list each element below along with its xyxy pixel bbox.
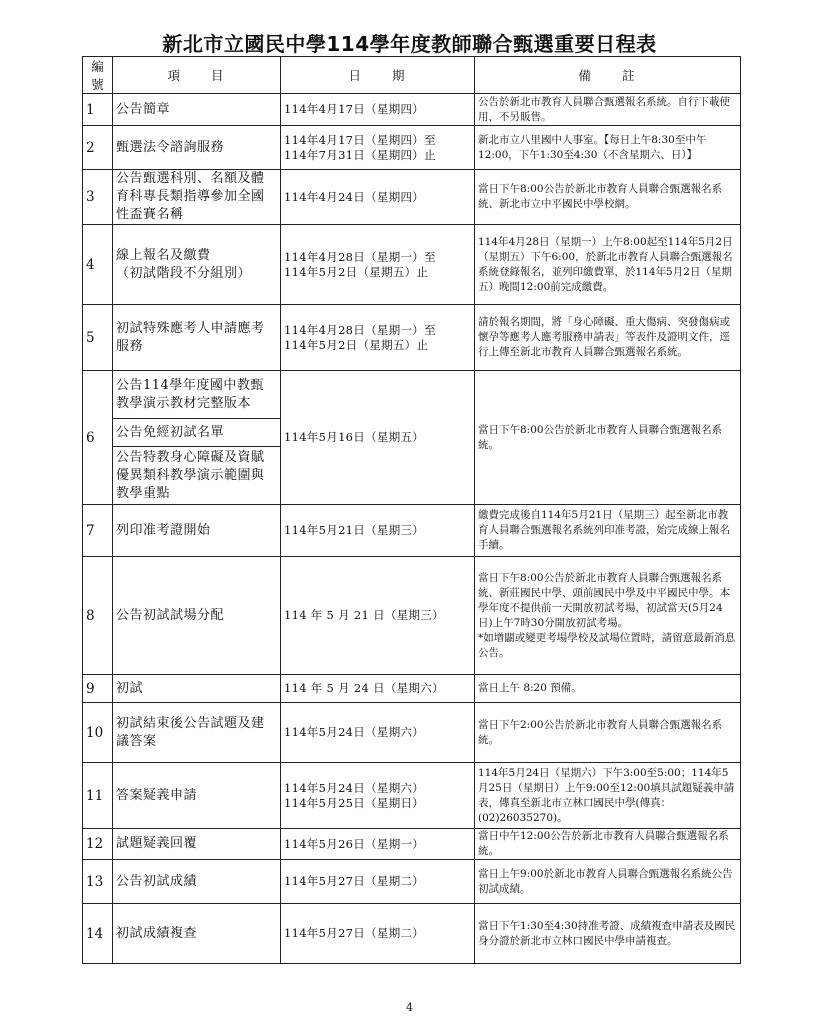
row-date-line: 114年4月17日（星期四）至 xyxy=(284,132,436,147)
row-number: 8 xyxy=(83,557,113,675)
row-item: 公告初試試場分配 xyxy=(113,557,281,675)
row-date xyxy=(281,703,475,763)
row-item: 公告114學年度國中教甄教學演示教材完整版本 xyxy=(113,371,281,419)
row-date-line: 114 年 5 月 21 日（星期三） xyxy=(284,608,444,622)
row-note: 新北市立八里國中人事室。【每日上午8:30至中午12:00，下午1:30至4:30（不含星期六、日）】 xyxy=(475,126,741,170)
row-date-line: 114年7月31日（星期四）止 xyxy=(284,147,436,162)
table-row xyxy=(83,305,741,371)
row-item: 線上報名及繳費 （初試階段不分組別） xyxy=(113,225,281,305)
row-note: 當日上午9:00於新北市教育人員聯合甄選報名系統公告初試成績。 xyxy=(475,860,741,904)
row-note: 當日下午8:00公告於新北市教育人員聯合甄選報名系統。 xyxy=(475,371,741,505)
row-date xyxy=(281,126,475,170)
row-item: 公告簡章 xyxy=(113,94,281,126)
row-date xyxy=(281,305,475,371)
row-note: 114年4月28日（星期一）上午8:00起至114年5月2日（星期五）下午6:00，於新北市教育人員聯合甄選報名系統登錄報名，並列印繳費單，於114年5月2日（星期五）晚間12:00前完成繳費。 xyxy=(475,225,741,305)
row-date xyxy=(281,860,475,904)
header-date: 日 期 xyxy=(281,57,475,94)
row-item: 試題疑義回覆 xyxy=(113,829,281,860)
row-number: 5 xyxy=(83,305,113,371)
row-item: 初試特殊應考人申請應考服務 xyxy=(113,305,281,371)
row-date xyxy=(281,225,475,305)
row-note: 當日下午1:30至4:30持准考證、成績複查申請表及國民身分證於新北市立林口國民中學申請複查。 xyxy=(475,904,741,964)
row-note: 當日下午8:00公告於新北市教育人員聯合甄選報名系統、新北市立中平國民中學校網。 xyxy=(475,170,741,225)
row-date xyxy=(281,675,475,703)
table-row xyxy=(83,703,741,763)
table-row xyxy=(83,557,741,675)
row-date xyxy=(281,94,475,126)
row-item: 初試 xyxy=(113,675,281,703)
row-number: 6 xyxy=(83,371,113,505)
row-number: 1 xyxy=(83,94,113,126)
table-row xyxy=(83,904,741,964)
row-date xyxy=(281,829,475,860)
row-date-line: 114年5月25日（星期日） xyxy=(284,795,425,810)
schedule-table xyxy=(82,56,741,964)
row-number: 13 xyxy=(83,860,113,904)
row-item: 公告甄選科別、名額及體育科專長類指導參加全國性盃賽名稱 xyxy=(113,170,281,225)
row-number: 14 xyxy=(83,904,113,964)
row-number: 2 xyxy=(83,126,113,170)
row-number: 3 xyxy=(83,170,113,225)
row-date xyxy=(281,904,475,964)
row-date-line: 114 年 5 月 24 日（星期六） xyxy=(284,681,444,695)
row-number: 12 xyxy=(83,829,113,860)
row-number: 9 xyxy=(83,675,113,703)
row-date xyxy=(281,505,475,557)
row-date xyxy=(281,170,475,225)
row-note: 當日下午2:00公告於新北市教育人員聯合甄選報名系統。 xyxy=(475,703,741,763)
row-number: 4 xyxy=(83,225,113,305)
row-date-line: 114年4月24日（星期四） xyxy=(284,189,425,204)
row-note: 繳費完成後自114年5月21日（星期三）起至新北市教育人員聯合甄選報名系統列印准考證，始完成線上報名手續。 xyxy=(475,505,741,557)
row-date-line: 114年5月24日（星期六） xyxy=(284,725,425,739)
table-row xyxy=(83,829,741,860)
row-note: 當日上午 8:20 預備。 xyxy=(475,675,741,703)
row-date-line: 114年5月21日（星期三） xyxy=(284,523,425,537)
table-row xyxy=(83,225,741,305)
page-number: 4 xyxy=(406,1001,413,1014)
table-row xyxy=(83,170,741,225)
table-row xyxy=(83,860,741,904)
table-row xyxy=(83,505,741,557)
row-note: 當日下午8:00公告於新北市教育人員聯合甄選報名系統、新莊國民中學、頭前國民中學及中平國民中學。本學年度不提供前一天開放初試考場，初試當天(5月24日)上午7時30分開放初試考場。 *如增闢或變更考場學校及試場位置時，請留意最新消息公告。 xyxy=(475,557,741,675)
page-title: 新北市立國民中學114學年度教師聯合甄選重要日程表 xyxy=(162,32,657,56)
row-date-line: 114年5月24日（星期六） xyxy=(284,780,425,795)
row-note: 請於報名期間，將「身心障礙、重大傷病、突發傷病或懷孕等應考人應考服務申請表」等表件及證明文件，逕行上傳至新北市教育人員聯合甄選報名系統。 xyxy=(475,305,741,371)
row-item: 甄選法令諮詢服務 xyxy=(113,126,281,170)
row-number: 11 xyxy=(83,763,113,829)
row-item: 公告特教身心障礙及資賦優異類科教學演示範圍與教學重點 xyxy=(113,447,281,505)
row-date-line: 114年4月17日（星期四） xyxy=(284,102,425,116)
row-date-line: 114年5月2日（星期五）止 xyxy=(284,264,429,279)
row-item: 初試成績複查 xyxy=(113,904,281,964)
row-date-line: 114年5月27日（星期二） xyxy=(284,926,425,940)
row-date-line: 114年5月16日（星期五） xyxy=(284,430,425,444)
table-row xyxy=(83,675,741,703)
row-note: 公告於新北市教育人員聯合甄選報名系統。自行下載使用，不另販售。 xyxy=(475,94,741,126)
table-row xyxy=(83,763,741,829)
row-item: 答案疑義申請 xyxy=(113,763,281,829)
row-date-line: 114年4月28日（星期一）至 xyxy=(284,322,436,337)
table-row xyxy=(83,94,741,126)
table-row xyxy=(83,371,741,419)
row-item: 初試結束後公告試題及建議答案 xyxy=(113,703,281,763)
header-note: 備 註 xyxy=(475,57,741,94)
row-number: 7 xyxy=(83,505,113,557)
row-date-line: 114年5月27日（星期二） xyxy=(284,874,425,888)
row-date xyxy=(281,763,475,829)
row-note: 114年5月24日（星期六）下午3:00至5:00；114年5月25日（星期日）上午9:00至12:00填具試題疑義申請表，傳真至新北市立林口國民中學(傳真：(02)26035270)。 xyxy=(475,763,741,829)
row-date-line: 114年4月28日（星期一）至 xyxy=(284,249,436,264)
row-date xyxy=(281,371,475,505)
table-header-row xyxy=(83,57,741,94)
table-row xyxy=(83,126,741,170)
row-date-line: 114年5月26日（星期一） xyxy=(284,836,425,851)
row-item: 公告免經初試名單 xyxy=(113,419,281,447)
row-note: 當日中午12:00公告於新北市教育人員聯合甄選報名系統。 xyxy=(475,829,741,860)
row-item: 列印准考證開始 xyxy=(113,505,281,557)
row-item: 公告初試成績 xyxy=(113,860,281,904)
header-no: 編號 xyxy=(83,57,113,94)
row-date-line: 114年5月2日（星期五）止 xyxy=(284,337,429,352)
header-item: 項 目 xyxy=(113,57,281,94)
row-date xyxy=(281,557,475,675)
row-number: 10 xyxy=(83,703,113,763)
